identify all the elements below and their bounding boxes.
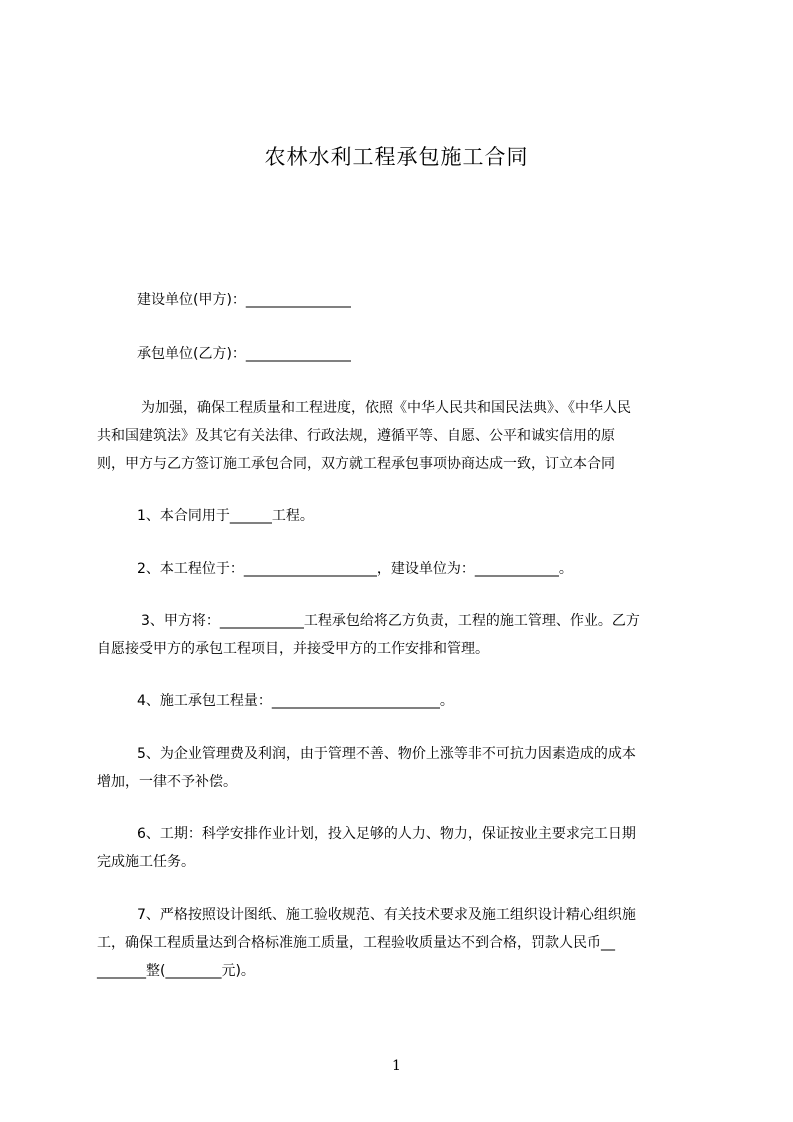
party-b-line: 承包单位(乙方)：_______________: [137, 346, 351, 362]
preamble-line: 则，甲方与乙方签订施工承包合同，双方就工程承包事项协商达成一致，订立本合同: [97, 456, 615, 472]
clause-1-line: 1、本合同用于______工程。: [137, 508, 314, 524]
clause-3-line: 自愿接受甲方的承包工程项目，并接受甲方的工作安排和管理。: [97, 641, 489, 657]
clause-4-line: 4、施工承包工程量：________________________。: [137, 693, 454, 709]
clause-7-line: 工，确保工程质量达到合格标准施工质量，工程验收质量达不到合格，罚款人民币__: [97, 935, 615, 951]
clause-7-line: 7、严格按照设计图纸、施工验收规范、有关技术要求及施工组织设计精心组织施: [137, 907, 636, 923]
clause-2-line: 2、本工程位于：___________________，建设单位为：____________。: [137, 561, 573, 577]
clause-6-line: 完成施工任务。: [97, 854, 195, 870]
clause-5-line: 增加，一律不予补偿。: [97, 774, 237, 790]
preamble-line: 为加强，确保工程质量和工程进度，依照《中华人民共和国民法典》、《中华人民: [141, 400, 631, 416]
document-title: 农林水利工程承包施工合同: [264, 145, 529, 169]
clause-6-line: 6、工期：科学安排作业计划，投入足够的人力、物力，保证按业主要求完工日期: [137, 826, 636, 842]
clause-5-line: 5、为企业管理费及利润，由于管理不善、物价上涨等非不可抗力因素造成的成本: [137, 746, 636, 762]
party-a-line: 建设单位(甲方)：_______________: [137, 292, 351, 308]
page-number: 1: [392, 1058, 401, 1074]
clause-7-line: _______整(________元)。: [97, 963, 255, 979]
preamble-line: 共和国建筑法》及其它有关法律、行政法规，遵循平等、自愿、公平和诚实信用的原: [97, 428, 615, 444]
clause-3-line: 3、甲方将：____________工程承包给将乙方负责，工程的施工管理、作业。乙方: [141, 613, 640, 629]
